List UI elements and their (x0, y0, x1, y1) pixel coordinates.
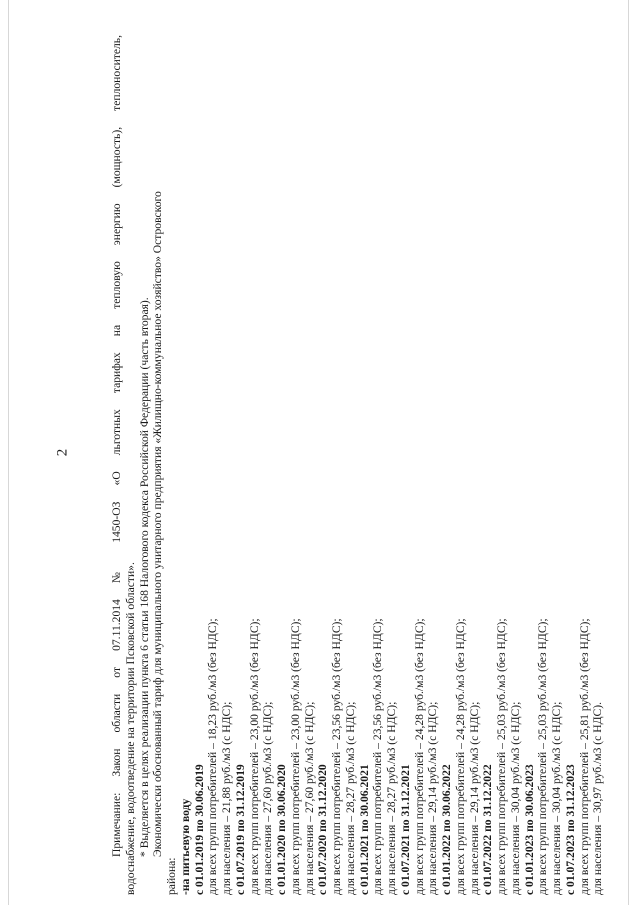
tariff-line: для всех групп потребителей – 18,23 руб./м3 (без НДС); (206, 618, 220, 895)
tariff-line: для населения – 29,14 руб./м3 (с НДС); (467, 701, 481, 895)
tariff-line: для всех групп потребителей – 24,28 руб./м3 (без НДС); (453, 618, 467, 895)
period-heading: с 01.07.2023 по 31.12.2023 (563, 764, 577, 895)
tariff-intro-line-1: Экономически обоснованный тариф для муниципального унитарного предприятия «Жилищно-коммунальное хозяйство» Островского (151, 191, 165, 857)
section-heading: -на питьевую воду (178, 798, 192, 895)
scan-edge-right (628, 0, 629, 905)
tariff-line: для населения – 30,04 руб./м3 (с НДС); (508, 701, 522, 895)
tariff-line: для населения – 27,60 руб./м3 (с НДС); (261, 701, 275, 895)
tariff-line: для всех групп потребителей – 23,00 руб./м3 (без НДС); (288, 618, 302, 895)
footnote-line: * Выделяется в целях реализации пункта 6 статьи 168 Налогового кодекса Российской Федерации (часть вторая). (137, 297, 151, 857)
tariff-line: для всех групп потребителей – 23,56 руб./м3 (без НДС); (330, 618, 343, 895)
document-body (110, 35, 605, 895)
tariff-line: для населения – 30,04 руб./м3 (с НДС); (550, 701, 563, 895)
tariff-line: для населения – 21,88 руб./м3 (с НДС); (220, 701, 233, 895)
note-line-2: водоснабжение, водоотведение на территории Псковской области». (123, 562, 137, 895)
page-number: 2 (54, 448, 71, 457)
tariff-line: для населения – 29,14 руб./м3 (с НДС); (426, 701, 440, 895)
tariff-line: для населения – 27,60 руб./м3 (с НДС); (302, 701, 316, 895)
tariff-line: для всех групп потребителей – 23,56 руб./м3 (без НДС); (371, 618, 385, 895)
scan-edge-left (8, 0, 9, 905)
period-heading: с 01.01.2022 по 30.06.2022 (440, 764, 453, 895)
note-line-1: Примечание: Закон области от 07.11.2014 № 1450-ОЗ «О льготных тарифах на тепловую энергию (мощность), теплоноситель, (110, 35, 123, 857)
tariff-line: для всех групп потребителей – 23,00 руб./м3 (без НДС); (247, 618, 261, 895)
period-heading: с 01.01.2020 по 30.06.2020 (275, 764, 288, 895)
period-heading: с 01.07.2019 по 31.12.2019 (233, 764, 247, 895)
tariff-line: для всех групп потребителей – 25,03 руб./м3 (без НДС); (495, 618, 508, 895)
period-heading: с 01.07.2020 по 31.12.2020 (316, 764, 330, 895)
tariff-line: для населения – 30,97 руб./м3 (с НДС). (591, 702, 605, 895)
tariff-intro-line-2: района: (165, 857, 178, 895)
tariff-line: для населения – 28,27 руб./м3 (с НДС); (385, 701, 398, 895)
period-heading: с 01.01.2019 по 30.06.2019 (192, 764, 206, 895)
tariff-line: для всех групп потребителей – 25,03 руб./м3 (без НДС); (536, 618, 550, 895)
period-heading: с 01.07.2022 по 31.12.2022 (481, 764, 495, 895)
tariff-line: для населения – 28,27 руб./м3 (с НДС); (343, 701, 357, 895)
period-heading: с 01.01.2021 по 30.06.2021 (357, 764, 371, 895)
tariff-line: для всех групп потребителей – 25,81 руб./м3 (без НДС); (577, 618, 591, 895)
period-heading: с 01.01.2023 по 30.06.2023 (522, 764, 536, 895)
period-heading: с 01.07.2021 по 31.12.2021 (398, 764, 412, 895)
tariff-line: для всех групп потребителей – 24,28 руб./м3 (без НДС); (412, 618, 426, 895)
